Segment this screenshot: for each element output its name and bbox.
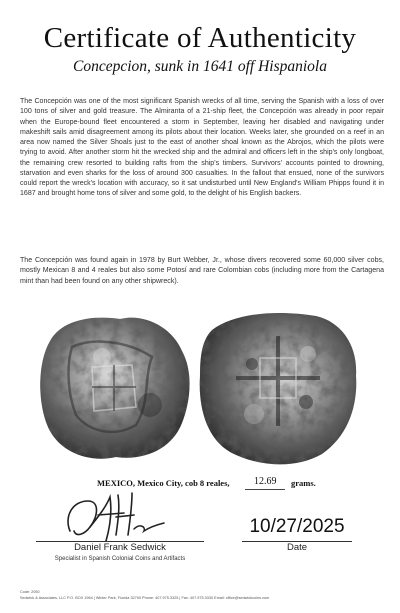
- signatory-name: Daniel Frank Sedwick: [74, 542, 166, 553]
- coin-reverse-image: [190, 306, 366, 471]
- history-paragraph-2: The Concepción was found again in 1978 by Burt Webber, Jr., whose divers recovered some 60,000 silver cobs, mostly Mexican 8 and 4 reales but also some Potosí and rare Colombian cobs (including more from the Cartagena mint than had been found on any other shipwreck).: [20, 257, 384, 285]
- history-paragraph-1: The Concepción was one of the most significant Spanish wrecks of all time, serving the Spanish with a loss of over 100 tons of silver and gold treasure. The Almiranta of a 21-ship fleet, the Concepción was already in poor repair when the Europe-bound fleet encountered a storm in September, leaving her disabled and navigating under makeshift sails amid disagreement among its pilots about their location. Weeks later, she grounded on a reef in an area now named the Silver Shoals just to the east of another shoal known as the Abrojos, which the pilots were trying to avoid. After another storm hit the wrecked ship and the admiral and officers left in the ship's only longboat, the remaining crew resorted to building rafts from the ship's timbers. Survivors' accounts pointed to drowning, starvation and even sharks for the loss of around 300 casualties. In the fallout that ensued, none of the survivors could report the wreck's location with accuracy, so it sat undisturbed until New England's William Phipps found it in 1687 and brought home tons of silver and some gold, to the delight of his English backers.: [20, 98, 384, 198]
- certificate-subtitle: Concepcion, sunk in 1641 off Hispaniola: [72, 58, 327, 75]
- certificate-title: Certificate of Authenticity: [43, 22, 357, 54]
- coin-description: MEXICO, Mexico City, cob 8 reales,: [97, 478, 230, 488]
- date-label: Date: [286, 542, 308, 553]
- footer-code: Code: 2050: [20, 590, 40, 594]
- coin-obverse-image: [32, 307, 197, 467]
- signatory-role: Specialist in Spanish Colonial Coins and Artifacts: [54, 556, 186, 562]
- coin-weight-unit: grams.: [291, 478, 316, 488]
- signature-image: [60, 487, 168, 545]
- coin-weight: 12.69: [254, 476, 277, 487]
- date-value: 10/27/2025: [249, 516, 345, 537]
- footer-address: Sedwick & Associates, LLC P.O. BOX 1964 | Winter Park, Florida 32790 Phone: 407.975.3325 | Fax: 407.975.3330 Email: office@sedwickcoins.com: [20, 596, 270, 600]
- weight-underline: [245, 489, 285, 490]
